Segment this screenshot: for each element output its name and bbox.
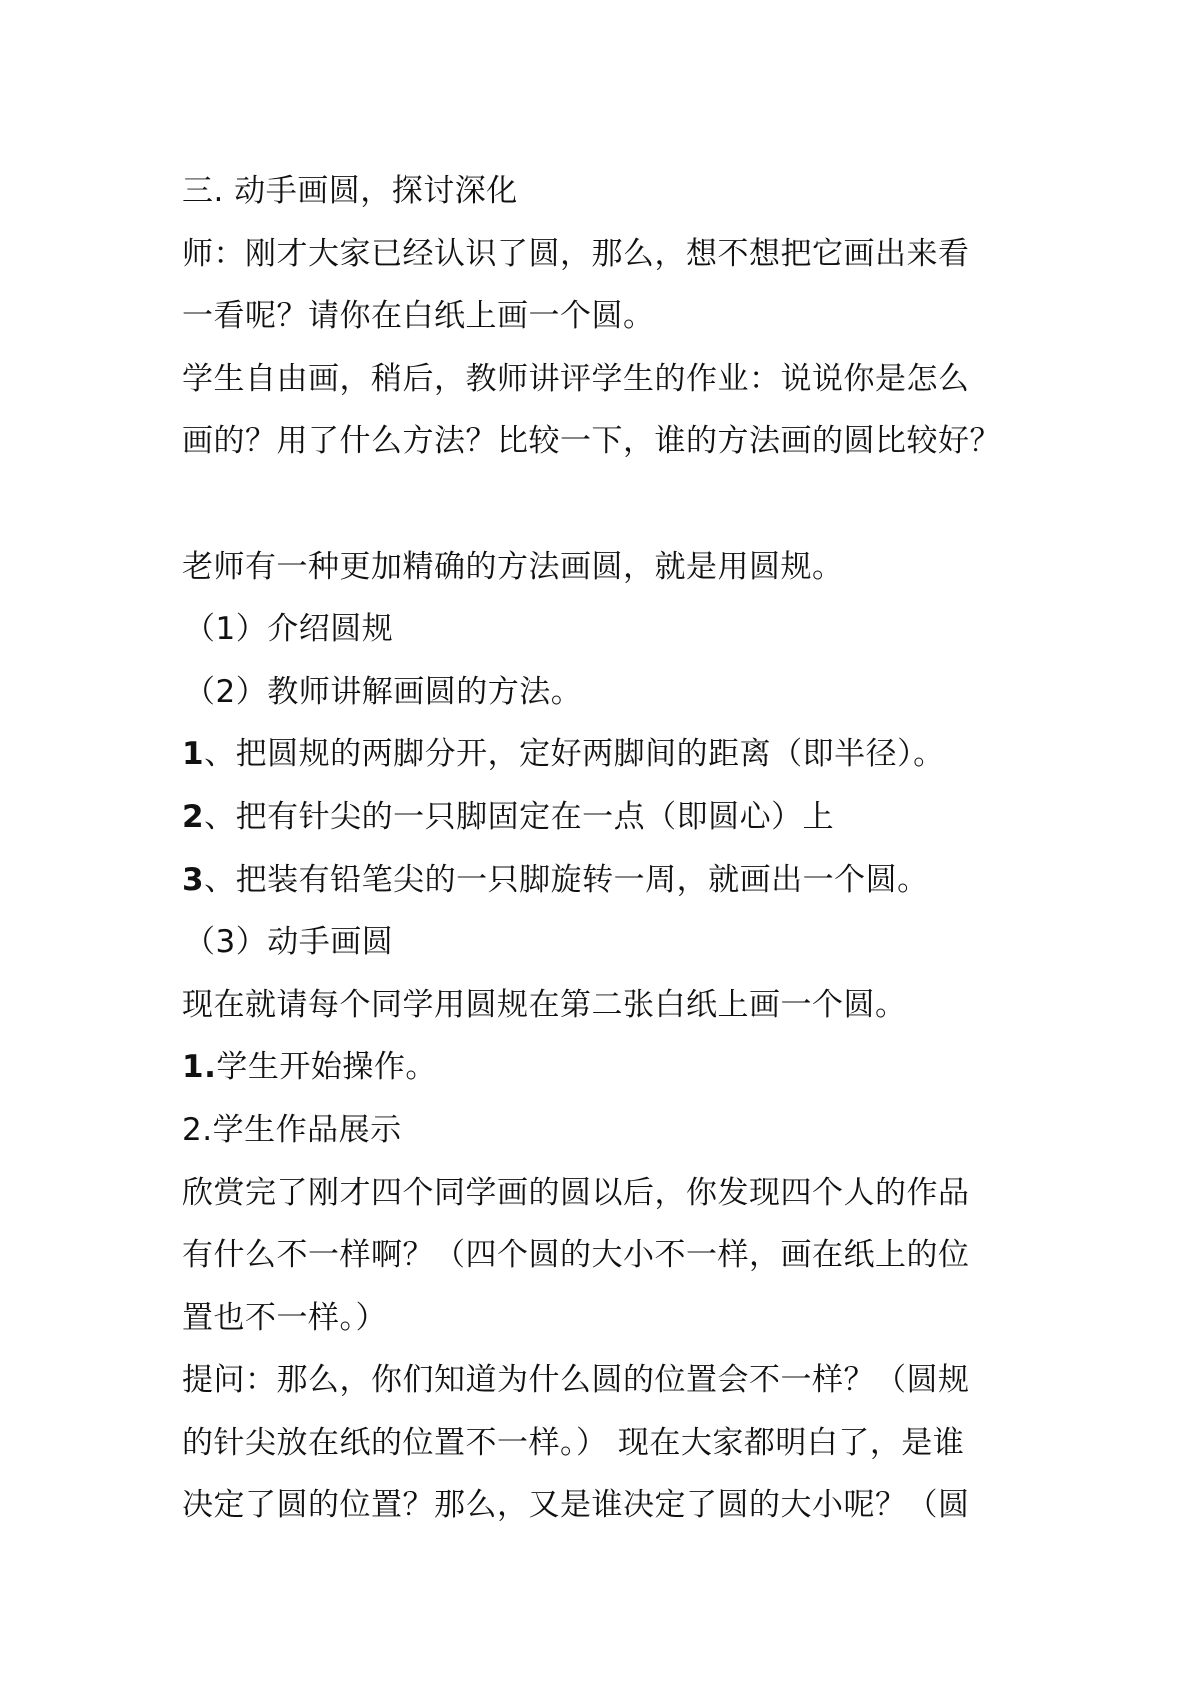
step-number: 2 bbox=[182, 798, 205, 835]
subsection-2: （2）教师讲解画圆的方法。 bbox=[184, 673, 583, 710]
paragraph-line: 有什么不一样啊？（四个圆的大小不一样，画在纸上的位 bbox=[182, 1237, 970, 1274]
paragraph-line: 学生自由画，稍后，教师讲评学生的作业：说说你是怎么 bbox=[182, 360, 970, 397]
paragraph-line: 的针尖放在纸的位置不一样。） 现在大家都明白了，是谁 bbox=[182, 1424, 965, 1461]
section-heading: 三. 动手画圆，探讨深化 bbox=[182, 173, 518, 209]
step-2 bbox=[182, 786, 1042, 849]
subsection-1: （1）介绍圆规 bbox=[184, 611, 394, 648]
list-item-2: 2.学生作品展示 bbox=[182, 1111, 402, 1148]
list-item-1 bbox=[182, 1036, 1042, 1099]
paragraph-line: 一看呢？请你在白纸上画一个圆。 bbox=[182, 298, 655, 335]
subsection-3: （3）动手画圆 bbox=[184, 924, 394, 961]
step-text: 、把装有铅笔尖的一只脚旋转一周，就画出一个圆。 bbox=[204, 861, 929, 898]
step-number: 1 bbox=[182, 736, 205, 773]
paragraph-line: 决定了圆的位置？那么，又是谁决定了圆的大小呢？（圆 bbox=[182, 1487, 970, 1524]
paragraph-line: 提问：那么，你们知道为什么圆的位置会不一样？（圆规 bbox=[182, 1362, 970, 1399]
step-3 bbox=[182, 849, 1042, 912]
step-1 bbox=[182, 723, 1042, 786]
paragraph-line: 置也不一样。） bbox=[182, 1299, 387, 1336]
blank-line bbox=[182, 473, 1042, 536]
step-text: 、把圆规的两脚分开，定好两脚间的距离（即半径）。 bbox=[204, 736, 945, 773]
paragraph-line: 画的？用了什么方法？比较一下，谁的方法画的圆比较好？ bbox=[182, 423, 1001, 460]
item-number: 1. bbox=[182, 1049, 217, 1086]
paragraph-line: 现在就请每个同学用圆规在第二张白纸上画一个圆。 bbox=[182, 986, 907, 1023]
step-text: 、把有针尖的一只脚固定在一点（即圆心）上 bbox=[204, 798, 835, 835]
paragraph-line: 师：刚才大家已经认识了圆，那么，想不想把它画出来看 bbox=[182, 235, 970, 272]
step-number: 3 bbox=[182, 861, 205, 898]
document-body bbox=[182, 160, 1042, 1537]
item-text: 学生开始操作。 bbox=[216, 1049, 437, 1086]
paragraph-line: 老师有一种更加精确的方法画圆，就是用圆规。 bbox=[182, 548, 844, 585]
paragraph-line: 欣赏完了刚才四个同学画的圆以后，你发现四个人的作品 bbox=[182, 1174, 970, 1211]
